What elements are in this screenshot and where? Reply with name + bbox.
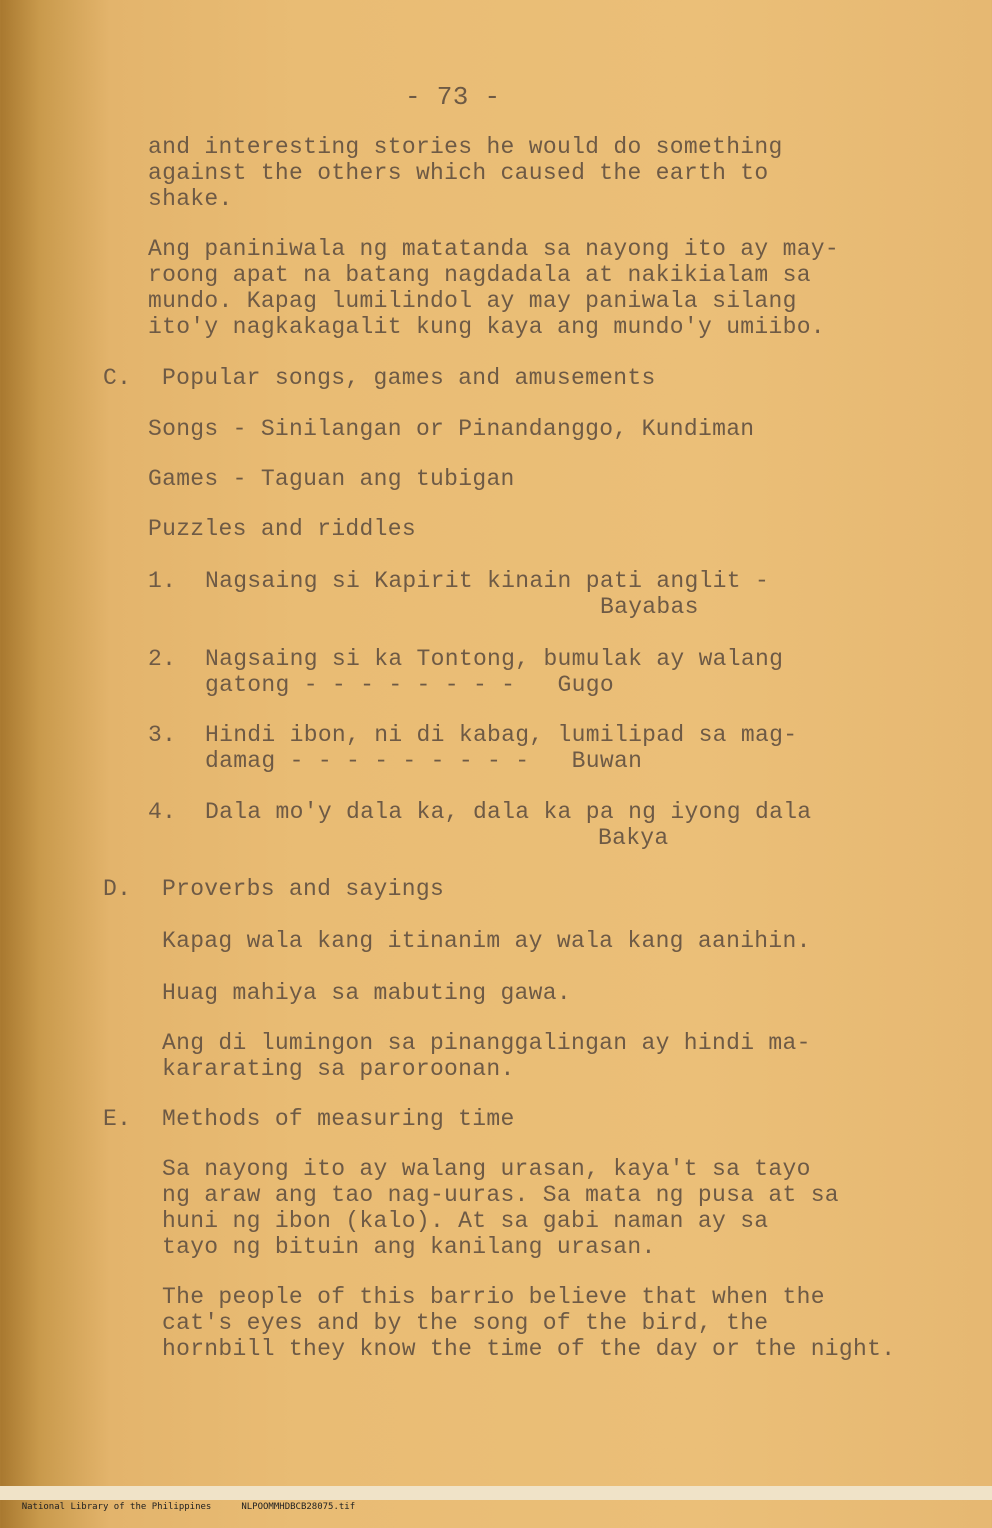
proverb-line: kararating sa paroroonan. [162, 1056, 515, 1082]
section-marker: C. [103, 365, 132, 391]
section-heading: Methods of measuring time [162, 1106, 515, 1132]
riddle-answer: Bakya [598, 825, 669, 851]
text-line: Ang paniniwala ng matatanda sa nayong ito ay may- [148, 236, 840, 262]
text-line: against the others which caused the earth to [148, 160, 769, 186]
riddle-text: Nagsaing si ka Tontong, bumulak ay walang [205, 646, 784, 672]
text-line: shake. [148, 186, 233, 212]
riddle-text: Dala mo'y dala ka, dala ka pa ng iyong dala [205, 799, 812, 825]
text-line: tayo ng bituin ang kanilang urasan. [162, 1234, 656, 1260]
text-line: ng araw ang tao nag-uuras. Sa mata ng pusa at sa [162, 1182, 839, 1208]
footer-file: NLPOOMMHDBCB28075.tif [241, 1502, 356, 1512]
riddle-answer: damag - - - - - - - - - Buwan [205, 748, 643, 774]
section-heading: Proverbs and sayings [162, 876, 445, 902]
footer-library: National Library of the Philippines [21, 1502, 212, 1512]
text-line: mundo. Kapag lumilindol ay may paniwala silang [148, 288, 797, 314]
proverb-line: Ang di lumingon sa pinanggalingan ay hindi ma- [162, 1030, 811, 1056]
riddle-answer: Bayabas [600, 594, 699, 620]
text-line: and interesting stories he would do something [148, 134, 783, 160]
text-line: hornbill they know the time of the day or the night. [162, 1336, 896, 1362]
riddle-text: Nagsaing si Kapirit kinain pati anglit - [205, 568, 770, 594]
riddle-number: 4. [148, 799, 177, 825]
text-line: roong apat na batang nagdadala at nakikialam sa [148, 262, 811, 288]
text-line: cat's eyes and by the song of the bird, the [162, 1310, 769, 1336]
scan-footer [0, 1486, 992, 1512]
text-line: Sa nayong ito ay walang urasan, kaya't sa tayo [162, 1156, 811, 1182]
text-line: The people of this barrio believe that when the [162, 1284, 825, 1310]
text-line: ito'y nagkakagalit kung kaya ang mundo'y umiibo. [148, 314, 825, 340]
puzzles-heading: Puzzles and riddles [148, 516, 416, 542]
riddle-number: 3. [148, 722, 177, 748]
riddle-number: 2. [148, 646, 177, 672]
page-number: - 73 - [405, 82, 501, 112]
text-line: huni ng ibon (kalo). At sa gabi naman ay sa [162, 1208, 769, 1234]
proverb-line: Huag mahiya sa mabuting gawa. [162, 980, 571, 1006]
songs-line: Songs - Sinilangan or Pinandanggo, Kundiman [148, 416, 755, 442]
riddle-answer: gatong - - - - - - - - Gugo [205, 672, 614, 698]
section-heading: Popular songs, games and amusements [162, 365, 656, 391]
section-marker: D. [103, 876, 132, 902]
proverb-line: Kapag wala kang itinanim ay wala kang aanihin. [162, 928, 811, 954]
riddle-text: Hindi ibon, ni di kabag, lumilipad sa mag- [205, 722, 798, 748]
games-line: Games - Taguan ang tubigan [148, 466, 515, 492]
section-marker: E. [103, 1106, 132, 1132]
riddle-number: 1. [148, 568, 177, 594]
